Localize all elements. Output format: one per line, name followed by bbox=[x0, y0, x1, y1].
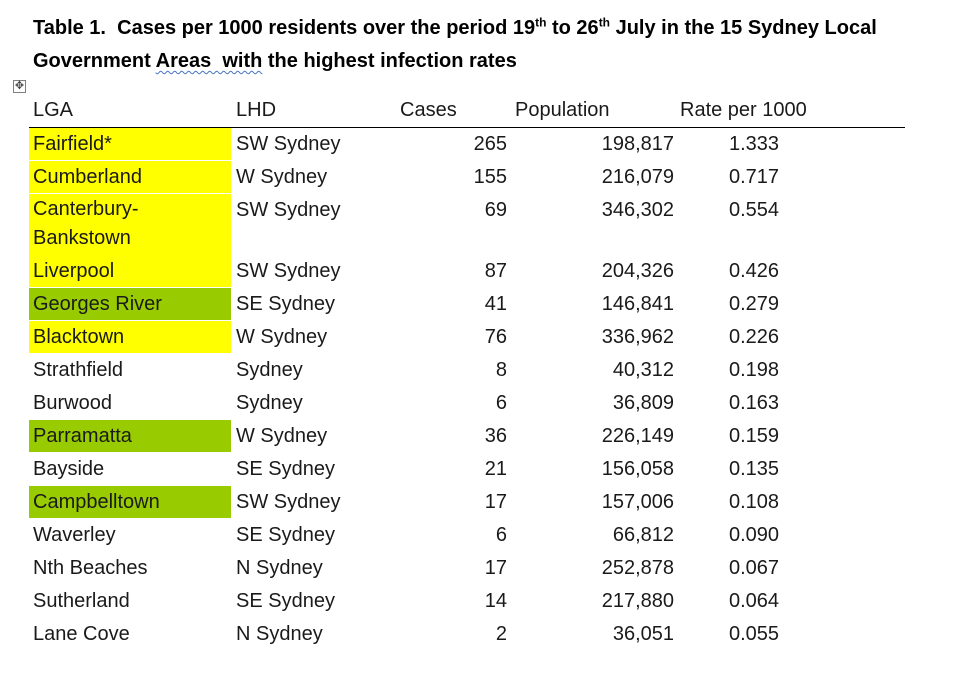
table-row bbox=[29, 486, 905, 519]
caption-post: July in the 15 Sydney Local Government bbox=[33, 17, 877, 72]
cell-lhd: N Sydney bbox=[236, 623, 323, 645]
table-header-row bbox=[29, 94, 905, 128]
cell-population: 252,878 bbox=[601, 557, 674, 579]
header-lhd: LHD bbox=[236, 99, 277, 121]
cell-lhd: N Sydney bbox=[236, 557, 323, 579]
cell-lhd: SE Sydney bbox=[236, 293, 335, 315]
cell-cases: 14 bbox=[484, 590, 507, 612]
cell-rate: 0.198 bbox=[729, 359, 780, 381]
cell-cases: 265 bbox=[473, 133, 507, 155]
cell-rate: 0.279 bbox=[729, 293, 780, 315]
cell-rate: 0.163 bbox=[729, 392, 780, 414]
caption-pre: Cases per 1000 residents over the period 19 bbox=[117, 17, 536, 39]
cell-cases: 21 bbox=[484, 458, 507, 480]
header-population: Population bbox=[515, 99, 610, 121]
cell-lga: Bayside bbox=[33, 458, 105, 480]
cell-lga: Waverley bbox=[33, 524, 116, 546]
cell-cases: 87 bbox=[484, 260, 507, 282]
cell-rate: 0.108 bbox=[729, 491, 780, 513]
cell-lhd: SW Sydney bbox=[236, 133, 341, 155]
cell-population: 226,149 bbox=[601, 425, 674, 447]
table-row bbox=[29, 128, 905, 161]
table-row bbox=[29, 453, 905, 486]
caption-sup-1: th bbox=[535, 15, 547, 30]
cell-cases: 17 bbox=[484, 557, 507, 579]
cell-rate: 0.554 bbox=[729, 199, 780, 221]
cell-cases: 155 bbox=[473, 166, 507, 188]
cell-lhd: SW Sydney bbox=[236, 260, 341, 282]
cell-cases: 6 bbox=[495, 392, 507, 414]
cell-population: 36,051 bbox=[612, 623, 674, 645]
cell-lhd: SE Sydney bbox=[236, 524, 335, 546]
cell-rate: 0.226 bbox=[729, 326, 780, 348]
cell-lhd: W Sydney bbox=[236, 326, 328, 348]
table-row bbox=[29, 194, 905, 255]
table-row bbox=[29, 161, 905, 194]
cell-rate: 0.090 bbox=[729, 524, 780, 546]
cell-cases: 69 bbox=[484, 199, 507, 221]
lga-table bbox=[29, 94, 905, 651]
cell-lhd: SE Sydney bbox=[236, 590, 335, 612]
cell-cases: 17 bbox=[484, 491, 507, 513]
cell-population: 204,326 bbox=[601, 260, 674, 282]
cell-rate: 0.717 bbox=[729, 166, 780, 188]
cell-lga: Nth Beaches bbox=[33, 557, 148, 579]
cell-cases: 41 bbox=[484, 293, 507, 315]
cell-rate: 0.426 bbox=[729, 260, 780, 282]
cell-lga: Strathfield bbox=[33, 359, 124, 381]
table-row bbox=[29, 321, 905, 354]
cell-lga: Blacktown bbox=[29, 321, 231, 353]
table-move-handle-icon[interactable]: ✥ bbox=[14, 80, 25, 92]
cell-lhd: Sydney bbox=[236, 392, 303, 414]
cell-lga: Fairfield* bbox=[29, 128, 231, 160]
cell-lhd: Sydney bbox=[236, 359, 303, 381]
table-row bbox=[29, 420, 905, 453]
table-caption bbox=[33, 12, 948, 78]
cell-population: 217,880 bbox=[601, 590, 674, 612]
cell-lga: Canterbury-Bankstown bbox=[29, 194, 231, 255]
cell-lhd: SW Sydney bbox=[236, 491, 341, 513]
cell-lhd: W Sydney bbox=[236, 425, 328, 447]
cell-lga: Sutherland bbox=[33, 590, 130, 612]
cell-population: 216,079 bbox=[601, 166, 674, 188]
cell-lga: Liverpool bbox=[29, 255, 231, 287]
cell-rate: 1.333 bbox=[729, 133, 780, 155]
table-row bbox=[29, 618, 905, 651]
cell-rate: 0.159 bbox=[729, 425, 780, 447]
cell-cases: 36 bbox=[484, 425, 507, 447]
cell-population: 157,006 bbox=[601, 491, 674, 513]
table-row bbox=[29, 585, 905, 618]
cell-population: 336,962 bbox=[601, 326, 674, 348]
caption-tail: the highest infection rates bbox=[262, 50, 517, 72]
table-row bbox=[29, 552, 905, 585]
cell-rate: 0.067 bbox=[729, 557, 780, 579]
table-row bbox=[29, 255, 905, 288]
cell-cases: 2 bbox=[495, 623, 507, 645]
cell-lga: Campbelltown bbox=[29, 486, 231, 518]
cell-population: 66,812 bbox=[612, 524, 674, 546]
caption-label: Table 1. bbox=[33, 17, 106, 39]
cell-lga: Georges River bbox=[29, 288, 231, 320]
cell-lga: Burwood bbox=[33, 392, 112, 414]
header-cases: Cases bbox=[400, 99, 457, 121]
caption-sup-2: th bbox=[598, 15, 611, 30]
cell-rate: 0.055 bbox=[729, 623, 780, 645]
cell-lga: Parramatta bbox=[29, 420, 231, 452]
cell-population: 36,809 bbox=[612, 392, 674, 414]
cell-lhd: W Sydney bbox=[236, 166, 328, 188]
cell-lhd: SW Sydney bbox=[236, 199, 341, 221]
cell-population: 156,058 bbox=[601, 458, 674, 480]
cell-rate: 0.135 bbox=[729, 458, 780, 480]
table-body bbox=[29, 128, 905, 651]
table-row bbox=[29, 519, 905, 552]
cell-cases: 8 bbox=[495, 359, 507, 381]
header-rate: Rate per 1000 bbox=[680, 99, 807, 121]
table-row bbox=[29, 288, 905, 321]
cell-lga: Lane Cove bbox=[33, 623, 130, 645]
header-lga: LGA bbox=[33, 99, 74, 121]
cell-cases: 6 bbox=[495, 524, 507, 546]
caption-mid: to 26 bbox=[546, 17, 599, 39]
cell-lhd: SE Sydney bbox=[236, 458, 335, 480]
cell-population: 346,302 bbox=[601, 199, 674, 221]
caption-spellcheck-underlined: Areas with bbox=[155, 50, 263, 72]
table-row bbox=[29, 387, 905, 420]
cell-rate: 0.064 bbox=[729, 590, 780, 612]
cell-lga: Cumberland bbox=[29, 161, 231, 193]
cell-population: 40,312 bbox=[612, 359, 674, 381]
cell-population: 146,841 bbox=[601, 293, 674, 315]
cell-population: 198,817 bbox=[601, 133, 674, 155]
cell-cases: 76 bbox=[484, 326, 507, 348]
table-row bbox=[29, 354, 905, 387]
